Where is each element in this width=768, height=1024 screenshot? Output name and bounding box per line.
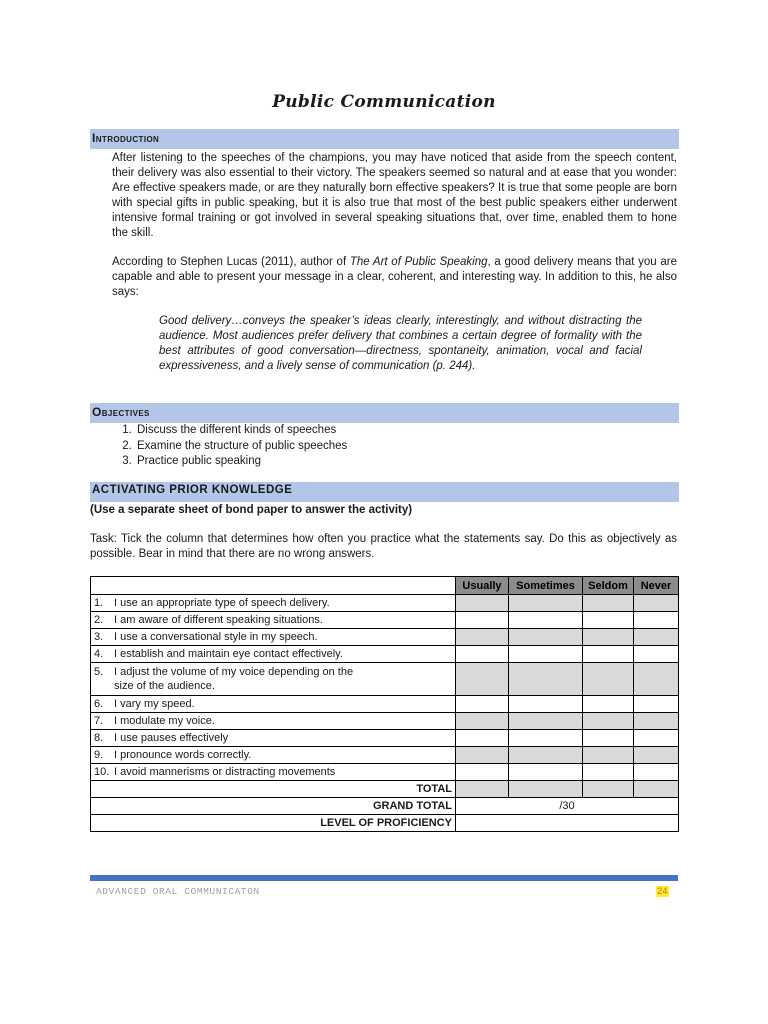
activating-heading-band bbox=[90, 482, 679, 502]
table-row bbox=[91, 764, 679, 781]
header-blank-cell bbox=[91, 577, 456, 595]
statement-text: I use a conversational style in my speech. bbox=[114, 631, 318, 643]
grand-total-label: GRAND TOTAL bbox=[91, 798, 456, 815]
table-row bbox=[91, 629, 679, 646]
statement-number: 4. bbox=[94, 648, 104, 660]
objectives-list bbox=[90, 423, 347, 470]
grand-total-value[interactable]: /30 bbox=[456, 798, 679, 815]
total-cell-usually[interactable] bbox=[456, 781, 509, 798]
tick-cell-seldom[interactable] bbox=[583, 595, 634, 612]
introduction-paragraph-1-text: After listening to the speeches of the champions, you may have noticed that aside from the speech content, their delivery was also essential to their victory. The speakers seemed so natural and at ease that you wonder: Are effective speakers made, or are they naturally born effective speakers? It is true that some people are born with special gifts in public speaking, but it is also true that most of the best public speakers either underwent intensive formal training or got involved in several speaking situations that, over time, enabled them to hone the skill. bbox=[112, 152, 677, 239]
footer-divider bbox=[90, 875, 678, 881]
tick-cell-seldom[interactable] bbox=[583, 696, 634, 713]
tick-cell-usually[interactable] bbox=[456, 612, 509, 629]
grand-total-row bbox=[91, 798, 679, 815]
tick-cell-usually[interactable] bbox=[456, 764, 509, 781]
tick-cell-seldom[interactable] bbox=[583, 730, 634, 747]
tick-cell-usually[interactable] bbox=[456, 696, 509, 713]
tick-cell-never[interactable] bbox=[634, 663, 679, 696]
block-quote bbox=[137, 314, 642, 374]
activity-note: (Use a separate sheet of bond paper to answer the activity) bbox=[90, 504, 413, 516]
tick-cell-usually[interactable] bbox=[456, 730, 509, 747]
statement-number: 6. bbox=[94, 698, 104, 710]
tick-cell-usually[interactable] bbox=[456, 747, 509, 764]
statement-number: 10. bbox=[94, 766, 110, 778]
tick-cell-never[interactable] bbox=[634, 612, 679, 629]
statement-number: 8. bbox=[94, 732, 104, 744]
statement-number: 1. bbox=[94, 597, 104, 609]
introduction-paragraph-2 bbox=[90, 255, 677, 300]
block-quote-text: Good delivery…conveys the speaker’s ideas clearly, interestingly, and without distracting the audience. Most audiences prefer delivery that combines a certain degree of formality with the best attributes of good conversation—directness, spontaneity, animation, vocal and facial expressiveness, and a lively sense of communication (p. 244). bbox=[159, 315, 642, 372]
statement-cell bbox=[91, 764, 456, 781]
table-row bbox=[91, 595, 679, 612]
table-header-row bbox=[91, 577, 679, 595]
statement-cell bbox=[91, 629, 456, 646]
total-row bbox=[91, 781, 679, 798]
objectives-heading: Objectives bbox=[92, 405, 150, 419]
column-header-seldom: Seldom bbox=[583, 577, 634, 595]
statement-number: 2. bbox=[94, 614, 104, 626]
tick-cell-seldom[interactable] bbox=[583, 629, 634, 646]
tick-cell-usually[interactable] bbox=[456, 595, 509, 612]
total-cell-seldom[interactable] bbox=[583, 781, 634, 798]
tick-cell-sometimes[interactable] bbox=[509, 730, 583, 747]
tick-cell-seldom[interactable] bbox=[583, 663, 634, 696]
objective-item: 1. Discuss the different kinds of speeches bbox=[135, 423, 347, 439]
tick-cell-seldom[interactable] bbox=[583, 612, 634, 629]
page-number: 24 bbox=[657, 886, 668, 897]
total-label: TOTAL bbox=[91, 781, 456, 798]
total-cell-sometimes[interactable] bbox=[509, 781, 583, 798]
column-header-never: Never bbox=[634, 577, 679, 595]
statement-text: I avoid mannerisms or distracting movements bbox=[114, 766, 336, 778]
introduction-heading-band bbox=[90, 129, 679, 149]
total-cell-never[interactable] bbox=[634, 781, 679, 798]
tick-cell-seldom[interactable] bbox=[583, 747, 634, 764]
statement-text: I use an appropriate type of speech delivery. bbox=[114, 597, 330, 609]
statement-cell bbox=[91, 713, 456, 730]
statement-text: I modulate my voice. bbox=[114, 715, 215, 727]
table-row bbox=[91, 663, 679, 696]
statement-cell bbox=[91, 612, 456, 629]
statement-number: 9. bbox=[94, 749, 104, 761]
introduction-heading: Introduction bbox=[92, 131, 160, 145]
tick-cell-never[interactable] bbox=[634, 713, 679, 730]
statement-cell bbox=[91, 747, 456, 764]
tick-cell-sometimes[interactable] bbox=[509, 612, 583, 629]
paragraph-2-rest: , a good delivery means that you are capable and able to present your message in a clear, coherent, and interesting way. In addition to this, he also says: bbox=[112, 256, 678, 298]
statement-number: 7. bbox=[94, 715, 104, 727]
table-row bbox=[91, 646, 679, 663]
tick-cell-sometimes[interactable] bbox=[509, 764, 583, 781]
column-header-sometimes: Sometimes bbox=[509, 577, 583, 595]
statement-cell bbox=[91, 646, 456, 663]
statement-number: 5. bbox=[94, 666, 104, 678]
tick-cell-sometimes[interactable] bbox=[509, 663, 583, 696]
proficiency-label: LEVEL OF PROFICIENCY bbox=[91, 815, 456, 832]
tick-cell-never[interactable] bbox=[634, 595, 679, 612]
tick-cell-sometimes[interactable] bbox=[509, 747, 583, 764]
statement-cell bbox=[91, 663, 456, 696]
statement-text: I pronounce words correctly. bbox=[114, 749, 252, 761]
objective-item: 3. Practice public speaking bbox=[135, 454, 347, 470]
statement-cell bbox=[91, 730, 456, 747]
proficiency-value-cell[interactable] bbox=[456, 815, 679, 832]
tick-cell-sometimes[interactable] bbox=[509, 629, 583, 646]
self-assessment-table bbox=[90, 576, 679, 832]
tick-cell-sometimes[interactable] bbox=[509, 696, 583, 713]
activating-heading: ACTIVATING PRIOR KNOWLEDGE bbox=[92, 484, 293, 496]
tick-cell-usually[interactable] bbox=[456, 713, 509, 730]
tick-cell-never[interactable] bbox=[634, 747, 679, 764]
statement-text: I adjust the volume of my voice depending on the size of the audience. bbox=[114, 666, 354, 692]
tick-cell-never[interactable] bbox=[634, 730, 679, 747]
statement-text: I vary my speed. bbox=[114, 698, 195, 710]
book-title: The Art of Public Speaking bbox=[349, 256, 488, 268]
tick-cell-seldom[interactable] bbox=[583, 646, 634, 663]
proficiency-row bbox=[91, 815, 679, 832]
statement-cell bbox=[91, 696, 456, 713]
introduction-paragraph-1 bbox=[90, 151, 677, 241]
table-row bbox=[91, 747, 679, 764]
table-row bbox=[91, 612, 679, 629]
tick-cell-usually[interactable] bbox=[456, 646, 509, 663]
tick-cell-seldom[interactable] bbox=[583, 713, 634, 730]
tick-cell-never[interactable] bbox=[634, 629, 679, 646]
column-header-usually: Usually bbox=[456, 577, 509, 595]
table-row bbox=[91, 713, 679, 730]
paragraph-2-lead: According to Stephen Lucas (2011), author of bbox=[112, 256, 350, 268]
statement-text: I use pauses effectively bbox=[114, 732, 229, 744]
tick-cell-never[interactable] bbox=[634, 696, 679, 713]
objective-item: 2. Examine the structure of public speeches bbox=[135, 439, 347, 455]
statement-number: 3. bbox=[94, 631, 104, 643]
statement-text: I establish and maintain eye contact effectively. bbox=[114, 648, 343, 660]
tick-cell-usually[interactable] bbox=[456, 629, 509, 646]
tick-cell-sometimes[interactable] bbox=[509, 713, 583, 730]
tick-cell-seldom[interactable] bbox=[583, 764, 634, 781]
tick-cell-never[interactable] bbox=[634, 646, 679, 663]
task-instructions: Task: Tick the column that determines how often you practice what the statements say. Do this as objectively as possible. Bear in mind that there are no wrong answers. bbox=[90, 533, 677, 560]
table-row bbox=[91, 696, 679, 713]
tick-cell-sometimes[interactable] bbox=[509, 595, 583, 612]
tick-cell-usually[interactable] bbox=[456, 663, 509, 696]
objectives-heading-band bbox=[90, 403, 679, 423]
tick-cell-sometimes[interactable] bbox=[509, 646, 583, 663]
statement-cell bbox=[91, 595, 456, 612]
footer-course-title: ADVANCED ORAL COMMUNICATON bbox=[96, 886, 260, 897]
table-row bbox=[91, 730, 679, 747]
tick-cell-never[interactable] bbox=[634, 764, 679, 781]
page-title: Public Communication bbox=[272, 92, 496, 112]
statement-text: I am aware of different speaking situations. bbox=[114, 614, 323, 626]
